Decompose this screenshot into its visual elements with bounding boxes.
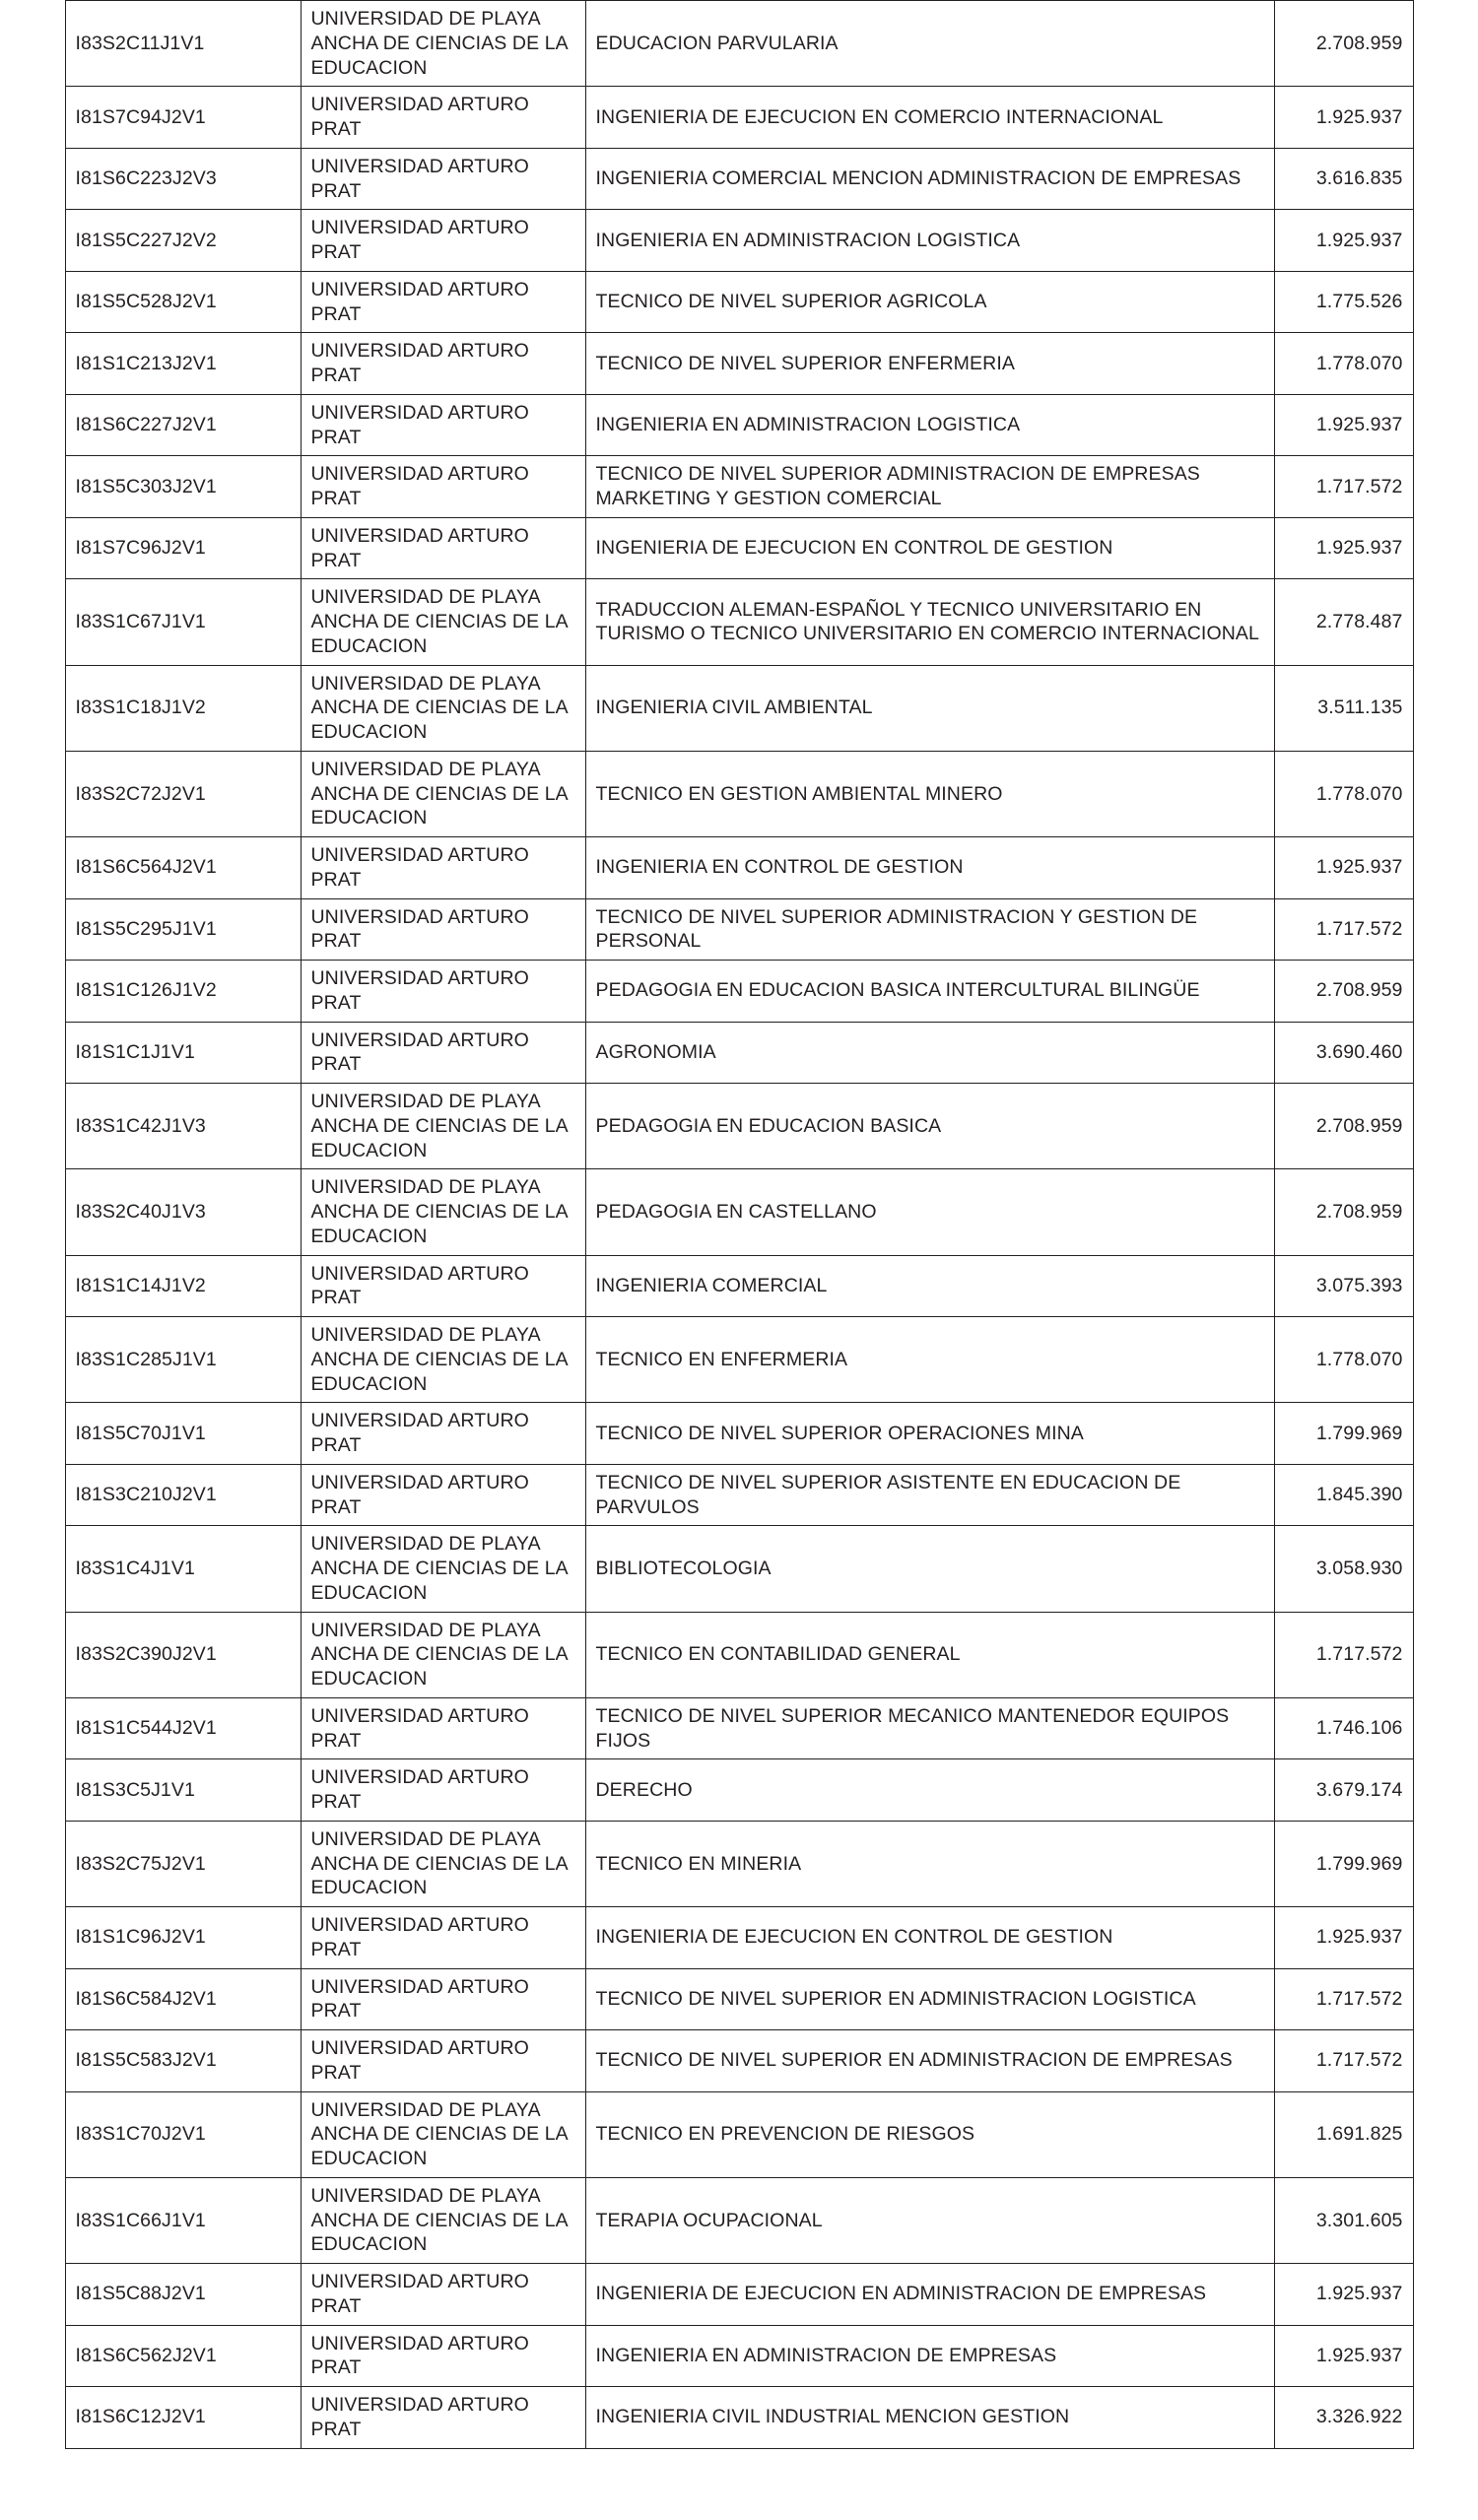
- cell-codigo: I81S5C227J2V2: [65, 210, 301, 272]
- cell-universidad: UNIVERSIDAD ARTURO PRAT: [301, 1968, 585, 2030]
- cell-carrera: TERAPIA OCUPACIONAL: [585, 2177, 1274, 2263]
- table-row: [65, 1255, 1413, 1317]
- cell-arancel: 1.717.572: [1274, 1968, 1413, 2030]
- cell-arancel: 3.616.835: [1274, 148, 1413, 210]
- cell-universidad: UNIVERSIDAD ARTURO PRAT: [301, 1403, 585, 1465]
- table-row: [65, 1169, 1413, 1255]
- cell-carrera: TECNICO DE NIVEL SUPERIOR ADMINISTRACION DE EMPRESAS MARKETING Y GESTION COMERCIAL: [585, 456, 1274, 518]
- cell-universidad: UNIVERSIDAD ARTURO PRAT: [301, 456, 585, 518]
- cell-codigo: I83S2C390J2V1: [65, 1612, 301, 1697]
- cell-codigo: I81S1C14J1V2: [65, 1255, 301, 1317]
- cell-carrera: TECNICO EN ENFERMERIA: [585, 1317, 1274, 1403]
- table-row: [65, 2030, 1413, 2092]
- cell-codigo: I81S1C213J2V1: [65, 333, 301, 395]
- table-row: [65, 1612, 1413, 1697]
- cell-carrera: AGRONOMIA: [585, 1022, 1274, 1084]
- cell-carrera: INGENIERIA EN ADMINISTRACION LOGISTICA: [585, 210, 1274, 272]
- cell-codigo: I83S1C18J1V2: [65, 665, 301, 751]
- cell-carrera: TECNICO DE NIVEL SUPERIOR EN ADMINISTRACION LOGISTICA: [585, 1968, 1274, 2030]
- cell-carrera: INGENIERIA EN ADMINISTRACION LOGISTICA: [585, 394, 1274, 456]
- cell-arancel: 1.925.937: [1274, 2325, 1413, 2387]
- cell-carrera: TECNICO DE NIVEL SUPERIOR AGRICOLA: [585, 271, 1274, 333]
- cell-universidad: UNIVERSIDAD ARTURO PRAT: [301, 517, 585, 579]
- cell-codigo: I81S1C1J1V1: [65, 1022, 301, 1084]
- cell-codigo: I81S5C88J2V1: [65, 2264, 301, 2326]
- cell-codigo: I83S1C42J1V3: [65, 1084, 301, 1169]
- cell-arancel: 1.925.937: [1274, 517, 1413, 579]
- cell-carrera: TECNICO DE NIVEL SUPERIOR ADMINISTRACION Y GESTION DE PERSONAL: [585, 898, 1274, 961]
- cell-carrera: INGENIERIA COMERCIAL MENCION ADMINISTRACION DE EMPRESAS: [585, 148, 1274, 210]
- cell-codigo: I81S6C12J2V1: [65, 2387, 301, 2449]
- cell-codigo: I81S6C564J2V1: [65, 837, 301, 899]
- cell-arancel: 2.708.959: [1274, 1169, 1413, 1255]
- cell-codigo: I81S6C227J2V1: [65, 394, 301, 456]
- table-body: [65, 1, 1413, 2449]
- table-row: [65, 333, 1413, 395]
- cell-carrera: TECNICO DE NIVEL SUPERIOR ENFERMERIA: [585, 333, 1274, 395]
- cell-carrera: TECNICO EN CONTABILIDAD GENERAL: [585, 1612, 1274, 1697]
- table-row: [65, 2387, 1413, 2449]
- cell-codigo: I81S6C584J2V1: [65, 1968, 301, 2030]
- cell-codigo: I83S1C66J1V1: [65, 2177, 301, 2263]
- cell-arancel: 1.778.070: [1274, 333, 1413, 395]
- cell-carrera: INGENIERIA DE EJECUCION EN ADMINISTRACION DE EMPRESAS: [585, 2264, 1274, 2326]
- cell-codigo: I81S3C5J1V1: [65, 1759, 301, 1822]
- table-row: [65, 1907, 1413, 1969]
- cell-arancel: 1.925.937: [1274, 2264, 1413, 2326]
- cell-universidad: UNIVERSIDAD ARTURO PRAT: [301, 2264, 585, 2326]
- cell-carrera: BIBLIOTECOLOGIA: [585, 1526, 1274, 1612]
- table-row: [65, 1697, 1413, 1759]
- cell-carrera: TECNICO DE NIVEL SUPERIOR OPERACIONES MINA: [585, 1403, 1274, 1465]
- cell-universidad: UNIVERSIDAD ARTURO PRAT: [301, 2325, 585, 2387]
- cell-universidad: UNIVERSIDAD ARTURO PRAT: [301, 87, 585, 149]
- cell-carrera: INGENIERIA CIVIL AMBIENTAL: [585, 665, 1274, 751]
- cell-universidad: UNIVERSIDAD ARTURO PRAT: [301, 210, 585, 272]
- table-row: [65, 517, 1413, 579]
- cell-universidad: UNIVERSIDAD DE PLAYA ANCHA DE CIENCIAS DE LA EDUCACION: [301, 1612, 585, 1697]
- table-row: [65, 1464, 1413, 1526]
- cell-carrera: INGENIERIA DE EJECUCION EN CONTROL DE GESTION: [585, 1907, 1274, 1969]
- cell-carrera: TECNICO DE NIVEL SUPERIOR ASISTENTE EN EDUCACION DE PARVULOS: [585, 1464, 1274, 1526]
- cell-universidad: UNIVERSIDAD DE PLAYA ANCHA DE CIENCIAS DE LA EDUCACION: [301, 1526, 585, 1612]
- table-row: [65, 898, 1413, 961]
- cell-carrera: PEDAGOGIA EN EDUCACION BASICA INTERCULTURAL BILINGÜE: [585, 961, 1274, 1023]
- cell-universidad: UNIVERSIDAD DE PLAYA ANCHA DE CIENCIAS DE LA EDUCACION: [301, 1, 585, 87]
- cell-codigo: I83S1C67J1V1: [65, 579, 301, 665]
- cell-codigo: I81S7C96J2V1: [65, 517, 301, 579]
- cell-arancel: 3.326.922: [1274, 2387, 1413, 2449]
- table-row: [65, 148, 1413, 210]
- table-row: [65, 2264, 1413, 2326]
- cell-arancel: 3.690.460: [1274, 1022, 1413, 1084]
- cell-universidad: UNIVERSIDAD ARTURO PRAT: [301, 1697, 585, 1759]
- cell-arancel: 3.075.393: [1274, 1255, 1413, 1317]
- cell-arancel: 1.925.937: [1274, 1907, 1413, 1969]
- cell-arancel: 3.679.174: [1274, 1759, 1413, 1822]
- table-row: [65, 1526, 1413, 1612]
- cell-carrera: TECNICO DE NIVEL SUPERIOR MECANICO MANTENEDOR EQUIPOS FIJOS: [585, 1697, 1274, 1759]
- cell-codigo: I81S5C583J2V1: [65, 2030, 301, 2092]
- cell-arancel: 1.925.937: [1274, 87, 1413, 149]
- cell-carrera: EDUCACION PARVULARIA: [585, 1, 1274, 87]
- cell-arancel: 3.058.930: [1274, 1526, 1413, 1612]
- cell-arancel: 1.717.572: [1274, 2030, 1413, 2092]
- cell-arancel: 2.708.959: [1274, 1084, 1413, 1169]
- cell-codigo: I81S5C295J1V1: [65, 898, 301, 961]
- cell-codigo: I83S1C70J2V1: [65, 2091, 301, 2177]
- cell-carrera: INGENIERIA EN CONTROL DE GESTION: [585, 837, 1274, 899]
- table-row: [65, 456, 1413, 518]
- table-row: [65, 1084, 1413, 1169]
- cell-codigo: I83S1C285J1V1: [65, 1317, 301, 1403]
- cell-carrera: TECNICO DE NIVEL SUPERIOR EN ADMINISTRACION DE EMPRESAS: [585, 2030, 1274, 2092]
- cell-codigo: I81S5C70J1V1: [65, 1403, 301, 1465]
- cell-arancel: 3.511.135: [1274, 665, 1413, 751]
- table-row: [65, 837, 1413, 899]
- cell-carrera: INGENIERIA CIVIL INDUSTRIAL MENCION GESTION: [585, 2387, 1274, 2449]
- cell-carrera: PEDAGOGIA EN EDUCACION BASICA: [585, 1084, 1274, 1169]
- cell-universidad: UNIVERSIDAD DE PLAYA ANCHA DE CIENCIAS DE LA EDUCACION: [301, 1084, 585, 1169]
- cell-arancel: 1.925.937: [1274, 394, 1413, 456]
- cell-universidad: UNIVERSIDAD ARTURO PRAT: [301, 837, 585, 899]
- cell-universidad: UNIVERSIDAD DE PLAYA ANCHA DE CIENCIAS DE LA EDUCACION: [301, 2091, 585, 2177]
- cell-universidad: UNIVERSIDAD ARTURO PRAT: [301, 394, 585, 456]
- table-row: [65, 210, 1413, 272]
- cell-universidad: UNIVERSIDAD ARTURO PRAT: [301, 1022, 585, 1084]
- table-row: [65, 1, 1413, 87]
- cell-arancel: 1.845.390: [1274, 1464, 1413, 1526]
- cell-universidad: UNIVERSIDAD ARTURO PRAT: [301, 2030, 585, 2092]
- cell-carrera: DERECHO: [585, 1759, 1274, 1822]
- cell-universidad: UNIVERSIDAD DE PLAYA ANCHA DE CIENCIAS DE LA EDUCACION: [301, 665, 585, 751]
- table-row: [65, 2325, 1413, 2387]
- cell-arancel: 1.717.572: [1274, 456, 1413, 518]
- cell-arancel: 1.799.969: [1274, 1403, 1413, 1465]
- table-row: [65, 1403, 1413, 1465]
- cell-carrera: INGENIERIA EN ADMINISTRACION DE EMPRESAS: [585, 2325, 1274, 2387]
- cell-codigo: I81S5C528J2V1: [65, 271, 301, 333]
- table-row: [65, 2177, 1413, 2263]
- cell-universidad: UNIVERSIDAD ARTURO PRAT: [301, 148, 585, 210]
- cell-arancel: 1.925.937: [1274, 210, 1413, 272]
- cell-arancel: 1.778.070: [1274, 751, 1413, 836]
- cell-codigo: I83S2C11J1V1: [65, 1, 301, 87]
- cell-arancel: 2.708.959: [1274, 961, 1413, 1023]
- table-row: [65, 2091, 1413, 2177]
- cell-carrera: TECNICO EN MINERIA: [585, 1821, 1274, 1906]
- table-row: [65, 271, 1413, 333]
- cell-universidad: UNIVERSIDAD DE PLAYA ANCHA DE CIENCIAS DE LA EDUCACION: [301, 751, 585, 836]
- cell-universidad: UNIVERSIDAD ARTURO PRAT: [301, 1464, 585, 1526]
- cell-universidad: UNIVERSIDAD ARTURO PRAT: [301, 1759, 585, 1822]
- cell-carrera: PEDAGOGIA EN CASTELLANO: [585, 1169, 1274, 1255]
- cell-carrera: INGENIERIA COMERCIAL: [585, 1255, 1274, 1317]
- cell-arancel: 3.301.605: [1274, 2177, 1413, 2263]
- table-row: [65, 87, 1413, 149]
- cell-arancel: 1.775.526: [1274, 271, 1413, 333]
- cell-codigo: I83S2C75J2V1: [65, 1821, 301, 1906]
- table-row: [65, 1759, 1413, 1822]
- cell-codigo: I81S1C126J1V2: [65, 961, 301, 1023]
- cell-universidad: UNIVERSIDAD ARTURO PRAT: [301, 1255, 585, 1317]
- cell-universidad: UNIVERSIDAD DE PLAYA ANCHA DE CIENCIAS DE LA EDUCACION: [301, 2177, 585, 2263]
- cell-arancel: 1.746.106: [1274, 1697, 1413, 1759]
- table-row: [65, 961, 1413, 1023]
- cell-universidad: UNIVERSIDAD ARTURO PRAT: [301, 2387, 585, 2449]
- cell-universidad: UNIVERSIDAD ARTURO PRAT: [301, 333, 585, 395]
- cell-codigo: I83S2C40J1V3: [65, 1169, 301, 1255]
- cell-carrera: TECNICO EN PREVENCION DE RIESGOS: [585, 2091, 1274, 2177]
- cell-universidad: UNIVERSIDAD ARTURO PRAT: [301, 961, 585, 1023]
- cell-carrera: INGENIERIA DE EJECUCION EN CONTROL DE GESTION: [585, 517, 1274, 579]
- cell-codigo: I81S6C223J2V3: [65, 148, 301, 210]
- cell-carrera: INGENIERIA DE EJECUCION EN COMERCIO INTERNACIONAL: [585, 87, 1274, 149]
- table-row: [65, 394, 1413, 456]
- cell-codigo: I81S1C544J2V1: [65, 1697, 301, 1759]
- table-row: [65, 1317, 1413, 1403]
- cell-arancel: 1.691.825: [1274, 2091, 1413, 2177]
- cell-arancel: 2.708.959: [1274, 1, 1413, 87]
- cell-arancel: 1.778.070: [1274, 1317, 1413, 1403]
- cell-universidad: UNIVERSIDAD ARTURO PRAT: [301, 1907, 585, 1969]
- cell-universidad: UNIVERSIDAD DE PLAYA ANCHA DE CIENCIAS DE LA EDUCACION: [301, 1169, 585, 1255]
- cell-carrera: TECNICO EN GESTION AMBIENTAL MINERO: [585, 751, 1274, 836]
- cell-universidad: UNIVERSIDAD DE PLAYA ANCHA DE CIENCIAS DE LA EDUCACION: [301, 1317, 585, 1403]
- cell-universidad: UNIVERSIDAD ARTURO PRAT: [301, 271, 585, 333]
- cell-arancel: 1.717.572: [1274, 898, 1413, 961]
- table-row: [65, 1968, 1413, 2030]
- cell-universidad: UNIVERSIDAD DE PLAYA ANCHA DE CIENCIAS DE LA EDUCACION: [301, 1821, 585, 1906]
- table-row: [65, 1821, 1413, 1906]
- cell-universidad: UNIVERSIDAD DE PLAYA ANCHA DE CIENCIAS DE LA EDUCACION: [301, 579, 585, 665]
- cell-codigo: I81S7C94J2V1: [65, 87, 301, 149]
- table-row: [65, 579, 1413, 665]
- cell-codigo: I83S1C4J1V1: [65, 1526, 301, 1612]
- cell-arancel: 1.799.969: [1274, 1821, 1413, 1906]
- cell-codigo: I81S5C303J2V1: [65, 456, 301, 518]
- cell-arancel: 1.717.572: [1274, 1612, 1413, 1697]
- cell-universidad: UNIVERSIDAD ARTURO PRAT: [301, 898, 585, 961]
- cell-arancel: 2.778.487: [1274, 579, 1413, 665]
- table-row: [65, 1022, 1413, 1084]
- cell-codigo: I81S6C562J2V1: [65, 2325, 301, 2387]
- cell-codigo: I81S1C96J2V1: [65, 1907, 301, 1969]
- cell-codigo: I81S3C210J2V1: [65, 1464, 301, 1526]
- cell-codigo: I83S2C72J2V1: [65, 751, 301, 836]
- careers-table: [65, 0, 1414, 2449]
- cell-carrera: TRADUCCION ALEMAN-ESPAÑOL Y TECNICO UNIVERSITARIO EN TURISMO O TECNICO UNIVERSITARIO EN COMERCIO INTERNACIONAL: [585, 579, 1274, 665]
- cell-arancel: 1.925.937: [1274, 837, 1413, 899]
- table-row: [65, 665, 1413, 751]
- table-row: [65, 751, 1413, 836]
